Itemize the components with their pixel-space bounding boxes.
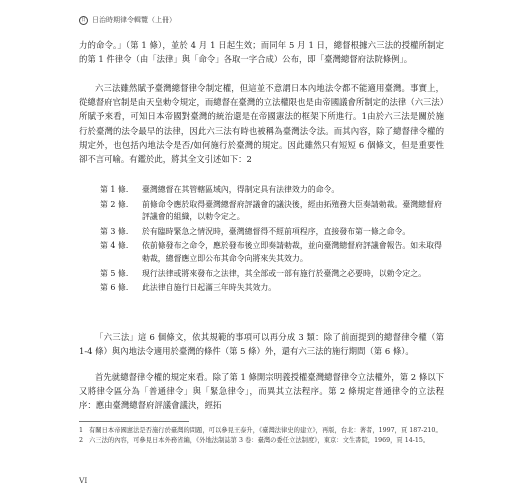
article-number: 第 4 條． (100, 241, 134, 251)
paragraph-1: 力的命令。」（第 1 條），並於 4 月 1 日起生效；而同年 5 月 1 日，總督根據六三法的授權所制定的第 1 件律令（由「法律」與「命令」各取一字合成）公布，即「臺灣總督府法院條例」。 (79, 40, 444, 65)
article-number: 第 6 條． (100, 283, 134, 293)
running-header (79, 15, 176, 25)
paragraph-4: 首先就總督律令權的規定來看。除了第 1 條開宗明義授權臺灣總督律令立法權外，第 2 條以下又將律令區分為「普通律令」與「緊急律令」，而異其立法程序。第 2 條規定普通律令的立法程序：應由臺灣總督府評議會議決，經拓 (79, 372, 444, 411)
article-text: 前條命令應於取得臺灣總督府評議會的議決後，經由拓殖務大臣奏請勅裁。臺灣總督府評議會的組織，以勅令定之。 (142, 199, 442, 222)
article-number: 第 1 條． (100, 185, 134, 194)
article-item (100, 184, 445, 197)
paragraph-3: 「六三法」這 6 個條文，依其規範的事項可以再分成 3 類：除了前面提到的總督律令權（第 1-4 條）與內地法令適用於臺灣的條件（第 5 條）外，還有六三法的施行期間（第 6 條）。 (79, 332, 444, 357)
article-text: 依前條發布之命令，應於發布後立即奏請勅裁，並向臺灣總督府評議會報告。如未取得勅裁，總督應立即公布其命令向將來失其效力。 (142, 241, 442, 263)
footnote-divider (79, 421, 189, 422)
footnote-item (79, 436, 444, 446)
article-item (100, 268, 445, 281)
article-text: 現行法律或將來發布之法律，其全部或一部有施行於臺灣之必要時，以勅令定之。 (142, 268, 427, 278)
article-text: 此法律自施行日起滿三年時失其效力。 (142, 283, 277, 293)
article-number: 第 2 條． (100, 199, 134, 209)
article-item (100, 240, 445, 265)
book-title: 日治時期律令輯覽（上冊） (92, 16, 176, 24)
footnote-text: 有關日本帝國憲法是否施行於臺灣的問題，可以參見王泰升，《臺灣法律史的建立》，再版，台北：著者，1997，頁 187-210。 (89, 427, 442, 434)
book-logo-icon: 日 (80, 16, 86, 23)
footnote-item (79, 426, 444, 436)
law-articles-block (100, 184, 445, 297)
footnote-mark: 1 (79, 427, 84, 434)
paragraph-2: 六三法雖然賦予臺灣總督律令制定權，但這並不意謂日本內地法令都不能適用臺灣。事實上，從總督府官制是由天皇勅令規定，而總督在臺灣的立法權限也是由帝國議會所制定的法律（六三法）所賦予來看，可知日本帝國對臺灣的統治還是在帝國憲法的框架下所進行。1由於六三法是關於施行於臺灣的法令最早的法律，因此六三法有時也被稱為臺灣法令法。而其內容，除了總督律令權的規定外，也包括內地法令是否/如何施行於臺灣的規定。因此雖然只有短短 6 個條文，但是重要性卻不言可喻。有鑑於此，將其全文引述如下：2 (79, 83, 444, 165)
footnotes (79, 421, 444, 446)
article-item (100, 199, 445, 224)
article-number: 第 5 條． (100, 268, 134, 278)
article-text: 於有臨時緊急之情況時，臺灣總督得不經前項程序，直接發布第一條之命令。 (142, 226, 411, 236)
article-text: 臺灣總督在其管轄區域內，得制定具有法律效力的命令。 (142, 185, 340, 194)
footnote-mark: 2 (79, 437, 84, 444)
footnote-text: 六三法的內容，可參見日本外務省編，《外地法制誌第 3 卷：臺灣の委任立法制度》，東京：文生書院，1969，頁 14-15。 (89, 437, 430, 444)
article-number: 第 3 條． (100, 226, 134, 236)
article-item (100, 226, 445, 239)
page-number: VI (79, 476, 88, 485)
article-item (100, 282, 445, 295)
